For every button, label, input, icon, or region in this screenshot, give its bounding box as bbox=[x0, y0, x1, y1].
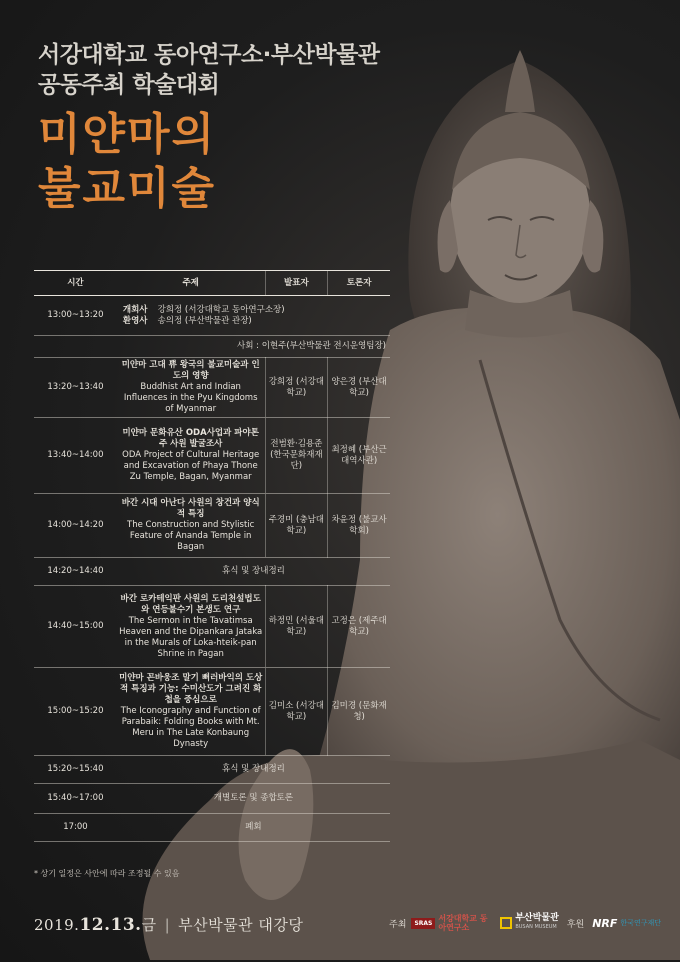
sras-logo-mark: SRAS bbox=[411, 918, 435, 929]
main-title-line1: 미얀마의 bbox=[38, 109, 217, 160]
session-time: 14:00~14:20 bbox=[34, 494, 117, 558]
venue: 부산박물관 대강당 bbox=[178, 916, 304, 934]
topic-ko: 미얀마 고대 쀼 왕국의 불교미술과 인도의 영향 bbox=[121, 360, 260, 381]
header-discussant: 토론자 bbox=[328, 271, 390, 296]
discussion-time: 15:40~17:00 bbox=[34, 784, 117, 814]
sponsor-name: 한국연구재단 bbox=[620, 919, 661, 927]
table-row bbox=[34, 668, 390, 756]
session-topic bbox=[117, 358, 265, 418]
date-day: 금 bbox=[141, 916, 157, 934]
sponsor-label: 후원 bbox=[566, 919, 585, 930]
session-topic bbox=[117, 668, 265, 756]
closing-row bbox=[34, 814, 390, 842]
opening-time: 13:00~13:20 bbox=[34, 296, 117, 336]
break-time: 14:20~14:40 bbox=[34, 558, 117, 586]
date-prefix: 2019. bbox=[34, 916, 80, 934]
break-row bbox=[34, 756, 390, 784]
session-presenter: 주경미 (충남대학교) bbox=[265, 494, 328, 558]
break-label: 휴식 및 장내정리 bbox=[117, 558, 390, 586]
nrf-mark: NRF bbox=[592, 916, 618, 930]
table-row bbox=[34, 418, 390, 494]
opening-text2: 송의정 (부산박물관 관장) bbox=[157, 315, 252, 326]
closing-label: 폐회 bbox=[117, 814, 390, 842]
topic-en: Buddhist Art and Indian Influences in the Pyu Kingdoms of Myanmar bbox=[123, 382, 258, 414]
session-topic bbox=[117, 418, 265, 494]
event-date-venue bbox=[34, 914, 303, 935]
session-topic bbox=[117, 494, 265, 558]
host1-name: 서강대학교 동아연구소 bbox=[438, 914, 488, 932]
session-time: 15:00~15:20 bbox=[34, 668, 117, 756]
museum-square-icon bbox=[500, 917, 512, 929]
opening-row bbox=[34, 296, 390, 336]
break-label: 휴식 및 장내정리 bbox=[117, 756, 390, 784]
moderator-row bbox=[34, 336, 390, 358]
host2-en: BUSAN MUSEUM bbox=[515, 924, 557, 930]
discussion-label: 개별토론 및 종합토론 bbox=[117, 784, 390, 814]
topic-en: The Construction and Stylistic Feature of Ananda Temple in Bagan bbox=[127, 520, 255, 552]
table-header-row bbox=[34, 271, 390, 296]
discussion-row bbox=[34, 784, 390, 814]
session-discussant: 김미경 (문화재청) bbox=[328, 668, 390, 756]
subtitle-line2: 공동주최 학술대회 bbox=[38, 72, 220, 98]
session-discussant: 고정은 (제주대학교) bbox=[328, 586, 390, 668]
session-presenter: 하정민 (서울대학교) bbox=[265, 586, 328, 668]
opening-role1: 개회사 bbox=[122, 304, 148, 315]
topic-ko: 바간 로카테익판 사원의 도리천설법도와 연등불수기 본생도 연구 bbox=[120, 593, 261, 615]
session-time: 13:40~14:00 bbox=[34, 418, 117, 494]
topic-en: The Sermon in the Tavatimsa Heaven and the Dipankara Jataka in the Murals of Loka-hteik-pan Shrine in Pagan bbox=[119, 615, 263, 659]
session-presenter: 강희정 (서강대학교) bbox=[265, 358, 328, 418]
nrf-logo bbox=[592, 917, 661, 930]
topic-ko: 미얀마 문화유산 ODA사업과 파야톤주 사원 발굴조사 bbox=[122, 428, 259, 449]
topic-en: ODA Project of Cultural Heritage and Excavation of Phaya Thone Zu Temple, Bagan, Myanmar bbox=[122, 450, 260, 482]
table-row bbox=[34, 494, 390, 558]
break-row bbox=[34, 558, 390, 586]
divider: | bbox=[164, 916, 171, 934]
closing-time: 17:00 bbox=[34, 814, 117, 842]
session-discussant: 차윤정 (불교사학회) bbox=[328, 494, 390, 558]
moderator: 사회 : 이현주(부산박물관 전시운영팀장) bbox=[34, 336, 390, 358]
session-presenter: 김미소 (서강대학교) bbox=[265, 668, 328, 756]
session-discussant: 최정혜 (부산근대역사관) bbox=[328, 418, 390, 494]
host2-name: 부산박물관 bbox=[515, 913, 559, 923]
table-row bbox=[34, 358, 390, 418]
schedule-note: * 상기 일정은 사안에 따라 조정될 수 있음 bbox=[34, 869, 180, 878]
header-topic: 주제 bbox=[117, 271, 265, 296]
subtitle-line1: 서강대학교 동아연구소·부산박물관 bbox=[38, 42, 380, 68]
date-main: 12.13. bbox=[79, 915, 142, 935]
opening-text1: 강희정 (서강대학교 동아연구소장) bbox=[157, 304, 285, 315]
session-discussant: 양은경 (부산대학교) bbox=[328, 358, 390, 418]
topic-en: The Iconography and Function of Parabaik: Folding Books with Mt. Meru in The Late Konbaung Dynasty bbox=[120, 706, 261, 749]
host-label: 주최 bbox=[389, 919, 407, 930]
hosts-sponsors bbox=[389, 914, 666, 932]
session-time: 14:40~15:00 bbox=[34, 586, 117, 668]
opening-remarks bbox=[117, 296, 390, 336]
schedule-table bbox=[34, 270, 390, 842]
session-presenter: 전범환·김용준 (한국문화재재단) bbox=[265, 418, 328, 494]
header bbox=[38, 40, 380, 216]
table-row bbox=[34, 586, 390, 668]
header-presenter: 발표자 bbox=[265, 271, 328, 296]
sogang-logo bbox=[411, 914, 490, 932]
topic-ko: 미얀마 꼰바웅조 말기 뻐러바익의 도상적 특징과 기능: 수미산도가 그려진 화첩을 중심으로 bbox=[119, 673, 263, 705]
busan-museum-logo bbox=[500, 914, 558, 932]
main-title-line2: 불교미술 bbox=[38, 163, 217, 214]
session-topic bbox=[117, 586, 265, 668]
header-time: 시간 bbox=[34, 271, 117, 296]
opening-role2: 환영사 bbox=[122, 315, 148, 326]
topic-ko: 바간 시대 아난다 사원의 창건과 양식적 특징 bbox=[121, 498, 260, 519]
break-time: 15:20~15:40 bbox=[34, 756, 117, 784]
session-time: 13:20~13:40 bbox=[34, 358, 117, 418]
